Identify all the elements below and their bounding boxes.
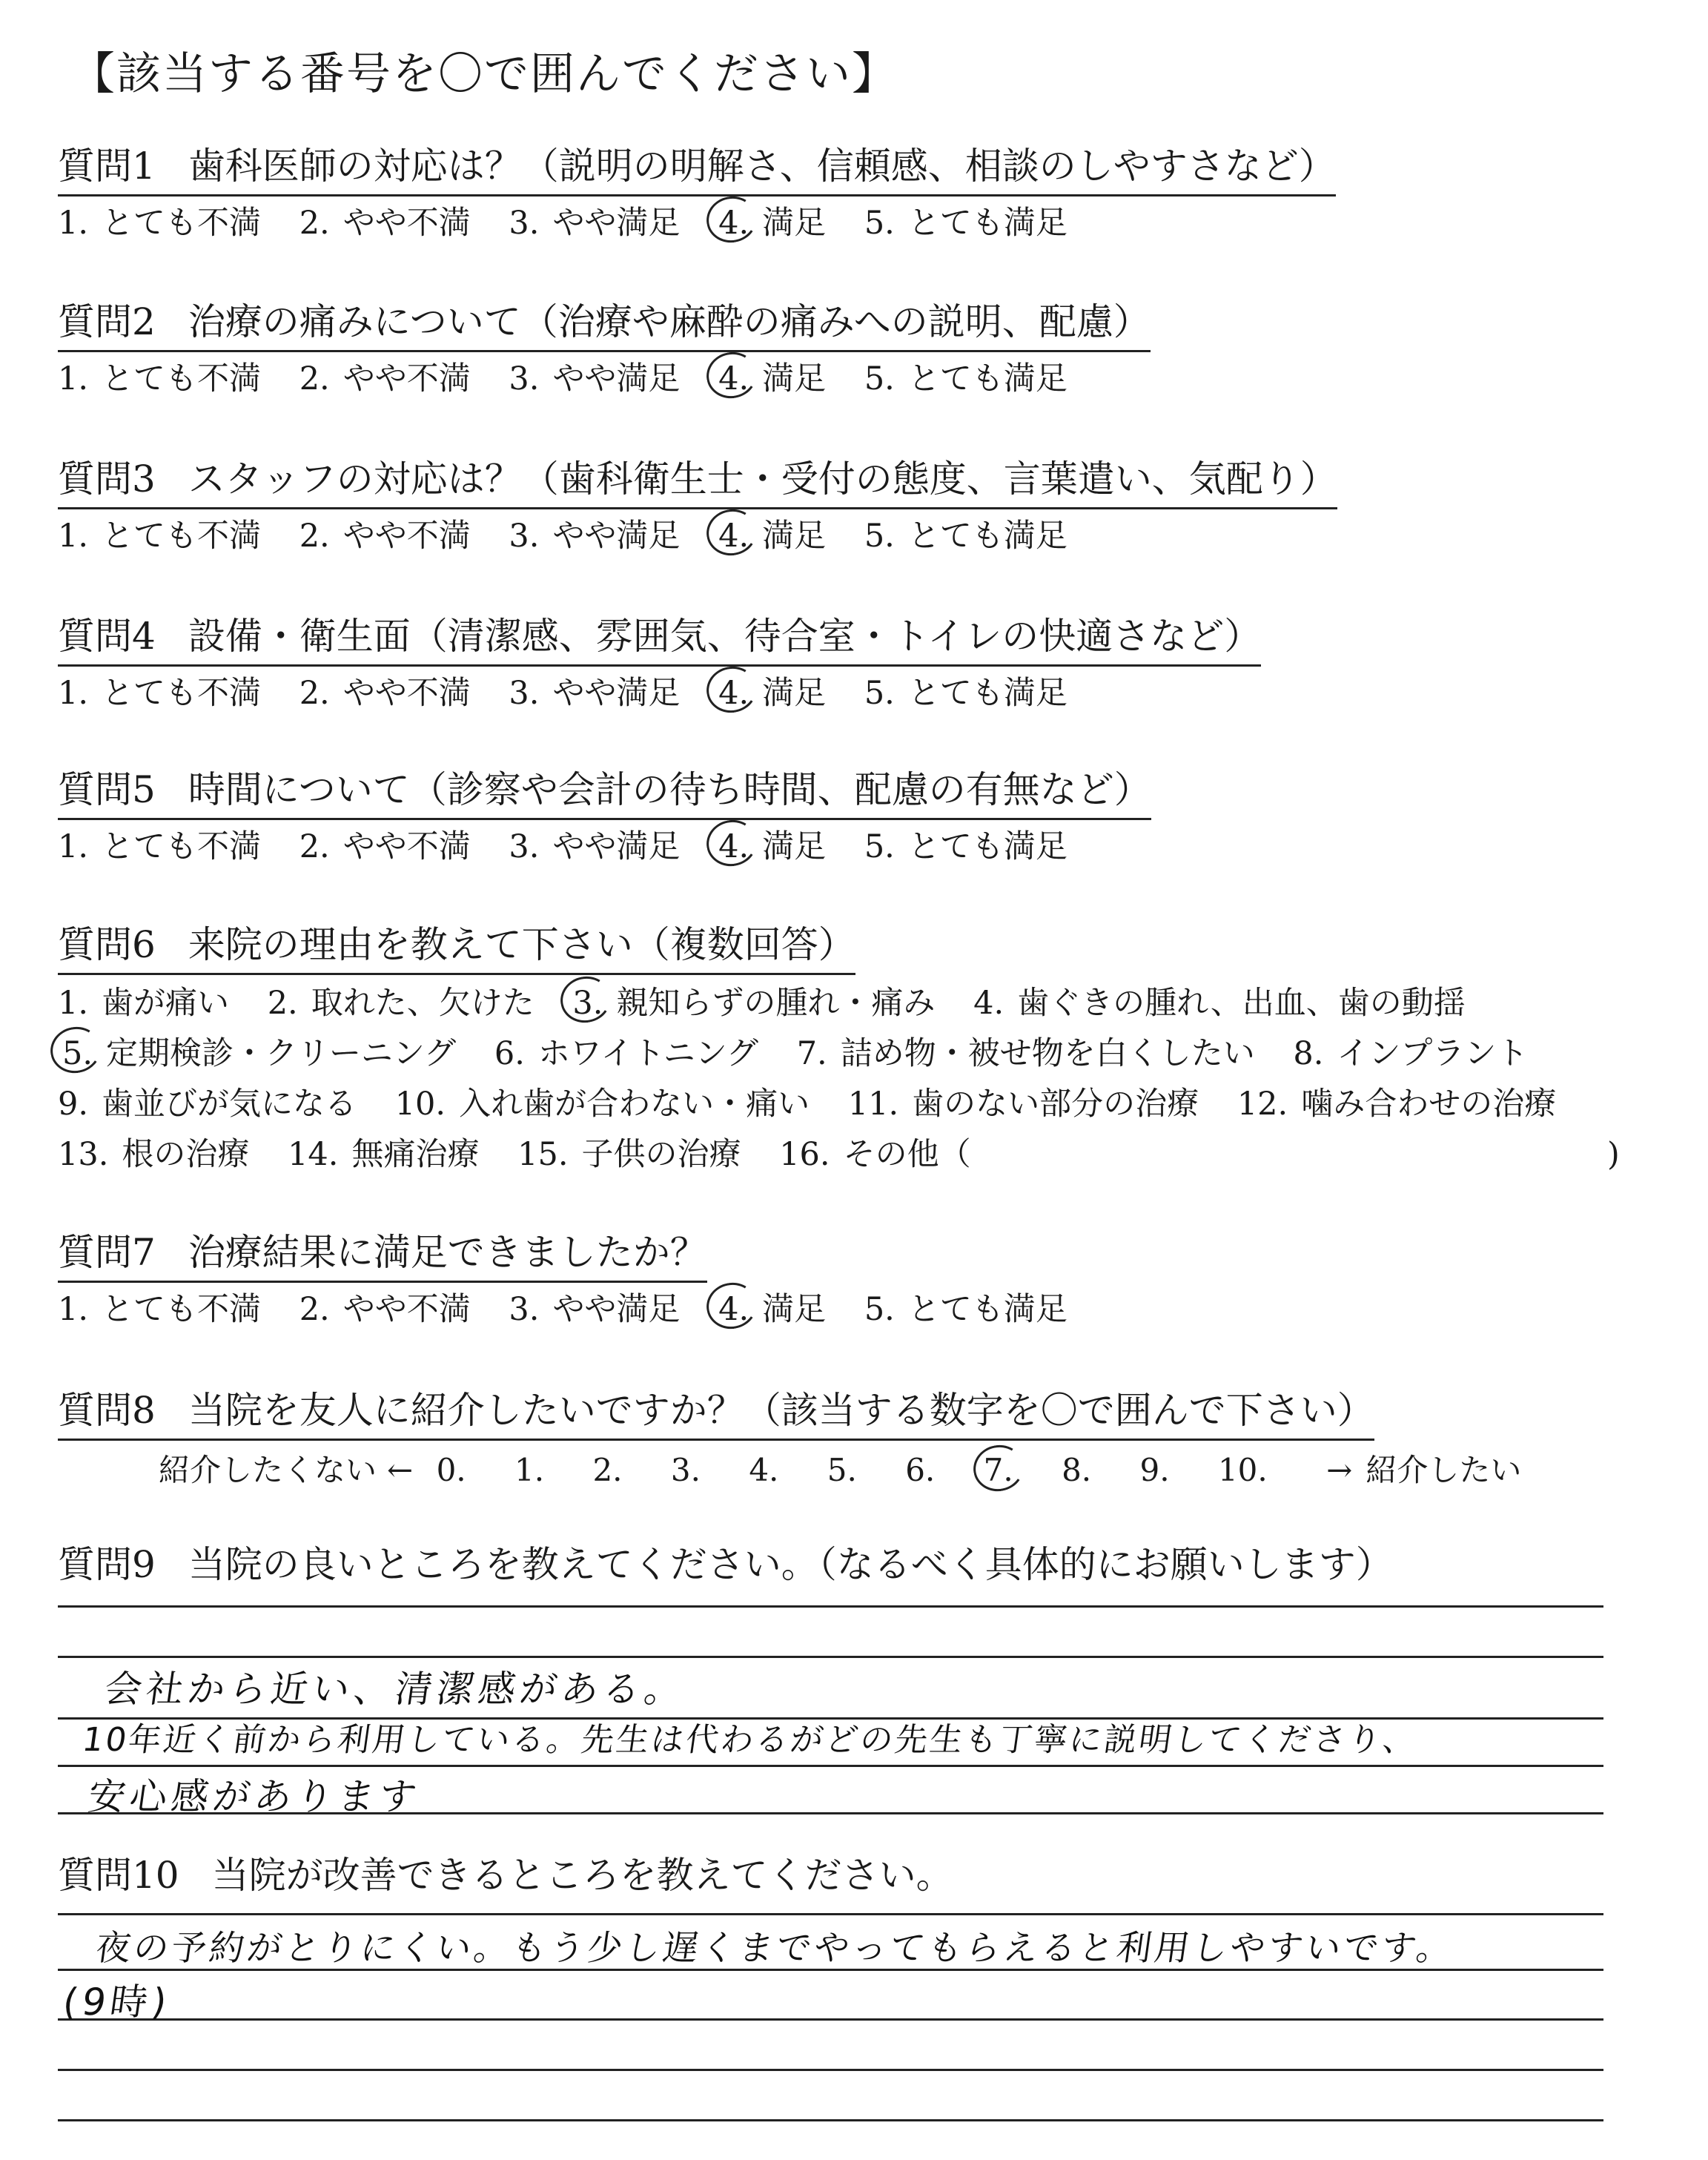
question-heading (58, 1229, 707, 1283)
option-4-selected[interactable]: 4. 満足 (718, 670, 826, 717)
reason-option-6[interactable]: 6. ホワイトニング (494, 1035, 759, 1072)
reason-row-3 (58, 1080, 1584, 1128)
scale-value-10[interactable]: 10. (1217, 1452, 1268, 1488)
option-1[interactable]: 1. とても不満 (58, 1291, 262, 1328)
question-text: 治療結果に満足できましたか？ (188, 1231, 707, 1274)
option-4-selected[interactable]: 4. 満足 (718, 512, 826, 560)
option-1[interactable]: 1. とても不満 (58, 518, 262, 555)
left-arrow-icon: ← (387, 1452, 414, 1488)
question-text: 設備・衛生面（清潔感、雰囲気、待合室・トイレの快適さなど） (188, 615, 1262, 658)
question-number: 質問4 (58, 615, 156, 658)
selection-circle (969, 1441, 1027, 1496)
scale-value-2[interactable]: 2. (592, 1452, 623, 1488)
question-text: 時間について（診察や会計の待ち時間、配慮の有無など） (188, 768, 1151, 811)
question-heading (58, 298, 1151, 352)
option-1[interactable]: 1. とても不満 (58, 828, 262, 865)
option-2[interactable]: 2. やや不満 (299, 360, 471, 397)
option-3[interactable]: 3. やや満足 (509, 828, 681, 865)
question-heading (58, 612, 1261, 667)
reason-option-14[interactable]: 14. 無痛治療 (288, 1136, 480, 1173)
option-2[interactable]: 2. やや不満 (299, 518, 471, 555)
question-7 (58, 1229, 1096, 1333)
option-3[interactable]: 3. やや満足 (509, 360, 681, 397)
scale-value-8[interactable]: 8. (1062, 1452, 1092, 1488)
option-5[interactable]: 5. とても満足 (864, 518, 1068, 555)
scale-value-7-selected[interactable]: 7. (984, 1448, 1013, 1493)
reason-option-15[interactable]: 15. 子供の治療 (517, 1136, 741, 1173)
handwritten-answer-line: 夜の予約がとりにくい。もう少し遅くまでやってもらえると利用しやすいです。 (93, 1928, 1457, 1969)
scale-left-label: 紹介したくない (159, 1452, 377, 1488)
reason-option-1[interactable]: 1. 歯が痛い (58, 985, 230, 1022)
answer-options (58, 199, 1336, 247)
scale-value-5[interactable]: 5. (827, 1452, 857, 1488)
selection-circle (702, 192, 761, 248)
question-2 (58, 298, 1151, 403)
question-8 (58, 1387, 1521, 1493)
reason-option-13[interactable]: 13. 根の治療 (58, 1136, 250, 1173)
question-number: 質問7 (58, 1231, 156, 1274)
reason-option-7[interactable]: 7. 詰め物・被せ物を白くしたい (796, 1035, 1255, 1072)
scale-value-3[interactable]: 3. (670, 1452, 701, 1488)
question-text: 治療の痛みについて（治療や麻酔の痛みへの説明、配慮） (188, 300, 1151, 343)
question-heading (58, 455, 1337, 509)
scale-value-4[interactable]: 4. (749, 1452, 779, 1488)
option-4-selected[interactable]: 4. 満足 (718, 1286, 826, 1333)
question-heading (58, 142, 1336, 196)
option-4-selected[interactable]: 4. 満足 (718, 823, 826, 871)
option-2[interactable]: 2. やや不満 (299, 1291, 471, 1328)
scale-right-label: 紹介したい (1366, 1452, 1522, 1488)
scale-value-1[interactable]: 1. (514, 1452, 545, 1488)
selection-circle (702, 1278, 761, 1334)
question-text: 当院を友人に紹介したいですか？（該当する数字を〇で囲んで下さい） (188, 1389, 1374, 1432)
answer-line (58, 2069, 1603, 2071)
recommend-scale (159, 1448, 1521, 1493)
question-number: 質問10 (58, 1854, 179, 1897)
question-number: 質問8 (58, 1389, 156, 1432)
handwritten-answer-line: (9時) (60, 1981, 174, 2024)
option-2[interactable]: 2. やや不満 (299, 205, 471, 242)
option-1[interactable]: 1. とても不満 (58, 675, 262, 712)
selection-circle (557, 972, 615, 1028)
question-number: 質問6 (58, 923, 156, 966)
option-5[interactable]: 5. とても満足 (864, 1291, 1068, 1328)
handwritten-answer-line: 10年近く前から利用している。先生は代わるがどの先生も丁寧に説明してくださり、 (79, 1721, 1420, 1759)
answer-options (58, 1286, 1096, 1333)
question-heading (58, 921, 855, 975)
reason-option-12[interactable]: 12. 噛み合わせの治療 (1237, 1086, 1557, 1123)
reason-option-16[interactable]: 16. その他（ (779, 1136, 971, 1173)
answer-line (58, 1656, 1603, 1658)
question-heading (58, 766, 1151, 820)
answer-options (58, 670, 1261, 717)
option-3[interactable]: 3. やや満足 (509, 675, 681, 712)
question-text: 来院の理由を教えて下さい（複数回答） (188, 923, 855, 966)
question-1 (58, 142, 1336, 247)
handwritten-answer-line: 会社から近い、清潔感がある。 (102, 1668, 689, 1711)
option-3[interactable]: 3. やや満足 (509, 1291, 681, 1328)
scale-value-0[interactable]: 0. (436, 1452, 466, 1488)
reason-option-3-selected[interactable]: 3. 親知らずの腫れ・痛み (572, 980, 935, 1027)
option-5[interactable]: 5. とても満足 (864, 828, 1068, 865)
question-10 (58, 1852, 953, 1899)
option-2[interactable]: 2. やや不満 (299, 675, 471, 712)
question-text: スタッフの対応は？（歯科衛生士・受付の態度、言葉遣い、気配り） (188, 458, 1337, 501)
option-5[interactable]: 5. とても満足 (864, 675, 1068, 712)
selection-circle (702, 662, 761, 718)
option-1[interactable]: 1. とても不満 (58, 360, 262, 397)
answer-options (58, 355, 1151, 403)
question-number: 質問2 (58, 300, 156, 343)
question-4 (58, 612, 1261, 717)
selection-circle (702, 505, 761, 561)
option-5[interactable]: 5. とても満足 (864, 360, 1068, 397)
option-3[interactable]: 3. やや満足 (509, 518, 681, 555)
question-heading (58, 1387, 1374, 1441)
other-close-paren: ) (1607, 1136, 1620, 1173)
option-4-selected[interactable]: 4. 満足 (718, 199, 826, 247)
question-9 (58, 1541, 1393, 1588)
answer-line (58, 2018, 1603, 2021)
reason-option-11[interactable]: 11. 歯のない部分の治療 (847, 1086, 1199, 1123)
selection-circle (702, 348, 761, 403)
answer-line (58, 1913, 1603, 1915)
answer-line (58, 1605, 1603, 1608)
reason-option-10[interactable]: 10. 入れ歯が合わない・痛い (394, 1086, 810, 1123)
handwritten-answer-line: 安心感があります (85, 1775, 424, 1818)
question-number: 質問3 (58, 458, 156, 501)
question-text: 当院が改善できるところを教えてください。 (211, 1854, 953, 1897)
reason-option-8[interactable]: 8. インプラント (1293, 1035, 1529, 1072)
question-heading (58, 1541, 1393, 1588)
reason-row-1 (58, 980, 1584, 1027)
page-title: 【該当する番号を〇で囲んでください】 (70, 48, 898, 100)
reason-row-4 (58, 1131, 1620, 1178)
question-heading (58, 1852, 953, 1899)
scale-value-9[interactable]: 9. (1139, 1452, 1170, 1488)
reason-option-2[interactable]: 2. 取れた、欠けた (267, 985, 534, 1022)
option-4-selected[interactable]: 4. 満足 (718, 355, 826, 403)
selection-circle (46, 1023, 105, 1078)
scale-value-6[interactable]: 6. (905, 1452, 936, 1488)
question-3 (58, 455, 1337, 560)
reason-option-5-selected[interactable]: 5. 定期検診・クリーニング (62, 1030, 456, 1077)
answer-options (58, 512, 1337, 560)
question-number: 質問1 (58, 145, 156, 188)
question-number: 質問5 (58, 768, 156, 811)
answer-options (58, 823, 1151, 871)
question-number: 質問9 (58, 1543, 156, 1586)
option-3[interactable]: 3. やや満足 (509, 205, 681, 242)
answer-line (58, 2119, 1603, 2121)
option-2[interactable]: 2. やや不満 (299, 828, 471, 865)
question-5 (58, 766, 1151, 871)
right-arrow-icon: → (1326, 1452, 1353, 1488)
reason-option-4[interactable]: 4. 歯ぐきの腫れ、出血、歯の動揺 (973, 985, 1466, 1022)
option-1[interactable]: 1. とても不満 (58, 205, 262, 242)
question-6 (58, 921, 1620, 1178)
option-5[interactable]: 5. とても満足 (864, 205, 1068, 242)
selection-circle (702, 816, 761, 871)
question-text: 歯科医師の対応は？（説明の明解さ、信頼感、相談のしやすさなど） (188, 145, 1336, 188)
reason-row-2 (58, 1030, 1584, 1077)
question-text: 当院の良いところを教えてください。（なるべく具体的にお願いします） (188, 1543, 1393, 1586)
reason-option-9[interactable]: 9. 歯並びが気になる (58, 1086, 357, 1123)
